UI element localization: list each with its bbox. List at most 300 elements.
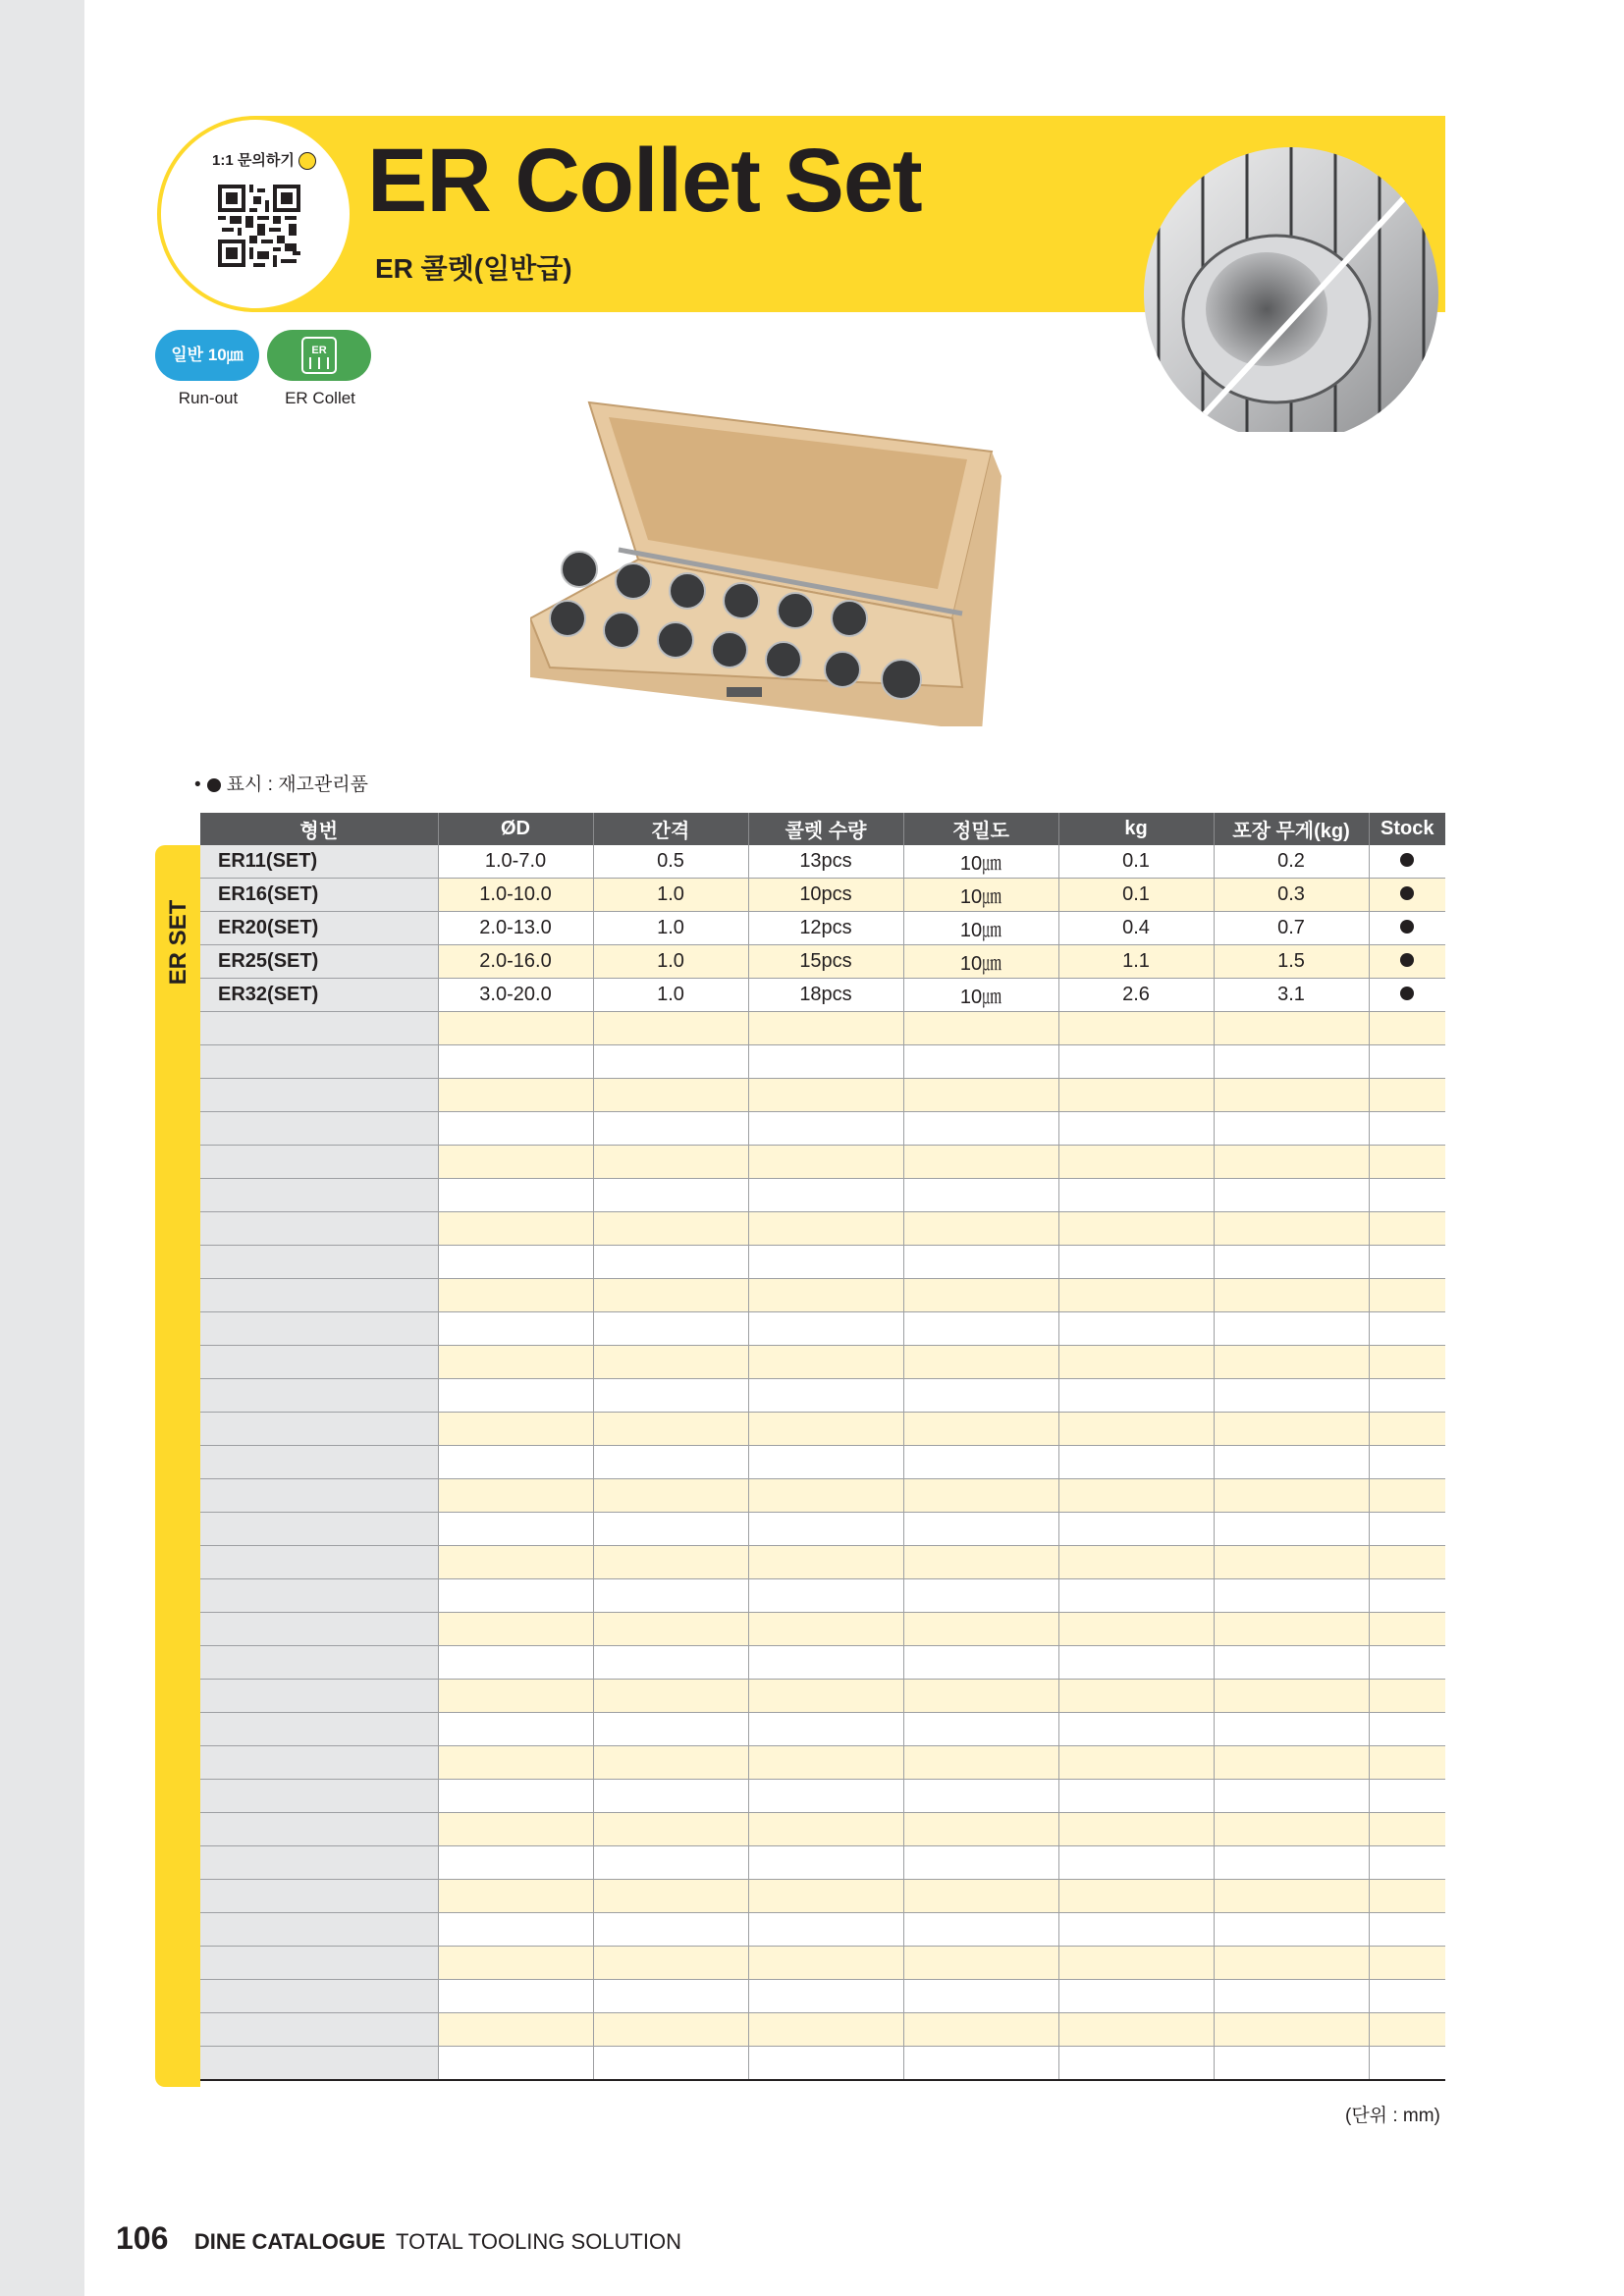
cell-precision: [903, 1045, 1058, 1079]
cell-precision: [903, 1579, 1058, 1613]
cell-qty: 15pcs: [748, 945, 903, 979]
cell-stock: [1369, 1079, 1445, 1112]
cell-pack-weight: [1214, 1413, 1369, 1446]
cell-pack-weight: [1214, 1780, 1369, 1813]
cell-qty: [748, 2047, 903, 2081]
page-side-strip: [0, 0, 84, 2296]
cell-kg: [1058, 1579, 1214, 1613]
cell-kg: [1058, 1813, 1214, 1846]
cell-pack-weight: [1214, 1246, 1369, 1279]
cell-od: 1.0-7.0: [438, 845, 593, 879]
cell-model: [200, 1312, 438, 1346]
table-row-empty: [200, 1079, 1445, 1112]
cell-precision: [903, 1112, 1058, 1146]
cell-stock: [1369, 1680, 1445, 1713]
cell-qty: [748, 1179, 903, 1212]
table-row-empty: [200, 1012, 1445, 1045]
er-collet-label: ER Collet: [285, 389, 355, 407]
cell-od: [438, 1846, 593, 1880]
cell-precision: [903, 1880, 1058, 1913]
cell-model: [200, 1045, 438, 1079]
cell-stock: [1369, 1012, 1445, 1045]
cell-pack-weight: [1214, 1479, 1369, 1513]
cell-pack-weight: [1214, 1646, 1369, 1680]
er-collet-icon: [267, 330, 371, 381]
page-title: ER Collet Set: [367, 131, 922, 231]
table-row-empty: [200, 1112, 1445, 1146]
stock-dot-icon: [207, 778, 221, 792]
cell-step: [593, 1246, 748, 1279]
cell-kg: [1058, 1045, 1214, 1079]
cell-precision: [903, 1947, 1058, 1980]
cell-qty: [748, 1746, 903, 1780]
cell-step: [593, 1179, 748, 1212]
cell-pack-weight: [1214, 1079, 1369, 1112]
cell-step: [593, 1346, 748, 1379]
cell-kg: [1058, 1079, 1214, 1112]
cell-model: [200, 1780, 438, 1813]
cell-qty: [748, 1613, 903, 1646]
cell-pack-weight: [1214, 2013, 1369, 2047]
cell-qty: [748, 1546, 903, 1579]
cell-qty: [748, 1045, 903, 1079]
cell-qty: [748, 1813, 903, 1846]
cell-model: [200, 1346, 438, 1379]
cell-model: [200, 1513, 438, 1546]
cell-stock: [1369, 1446, 1445, 1479]
cell-precision: [903, 1246, 1058, 1279]
cell-kg: [1058, 1012, 1214, 1045]
cell-od: 1.0-10.0: [438, 879, 593, 912]
cell-model: [200, 1379, 438, 1413]
cell-kg: [1058, 1746, 1214, 1780]
table-row-empty: [200, 1746, 1445, 1780]
stock-dot-icon: [1400, 886, 1414, 900]
cell-qty: [748, 1579, 903, 1613]
cell-model: [200, 1813, 438, 1846]
cell-kg: [1058, 2013, 1214, 2047]
cell-precision: [903, 1312, 1058, 1346]
cell-pack-weight: [1214, 1179, 1369, 1212]
collet-closeup-image: [1129, 137, 1453, 432]
cell-pack-weight: [1214, 1546, 1369, 1579]
cell-pack-weight: [1214, 1045, 1369, 1079]
cell-kg: [1058, 1479, 1214, 1513]
cell-stock: [1369, 1980, 1445, 2013]
cell-kg: [1058, 1713, 1214, 1746]
cell-precision: [903, 1146, 1058, 1179]
cell-qty: [748, 1413, 903, 1446]
cell-precision: [903, 1346, 1058, 1379]
cell-kg: [1058, 1413, 1214, 1446]
cell-stock: [1369, 979, 1445, 1012]
cell-model: [200, 1212, 438, 1246]
cell-qty: [748, 1880, 903, 1913]
table-row-empty: [200, 1613, 1445, 1646]
cell-kg: [1058, 1279, 1214, 1312]
table-row-empty: [200, 1713, 1445, 1746]
cell-precision: [903, 1913, 1058, 1947]
cell-od: [438, 1413, 593, 1446]
cell-precision: [903, 1546, 1058, 1579]
cell-model: [200, 2047, 438, 2081]
cell-model: ER16(SET): [200, 879, 438, 912]
cell-od: [438, 1947, 593, 1980]
cell-pack-weight: [1214, 1846, 1369, 1880]
cell-qty: [748, 1947, 903, 1980]
cell-od: [438, 1012, 593, 1045]
cell-step: [593, 1212, 748, 1246]
cell-od: [438, 1079, 593, 1112]
cell-step: 1.0: [593, 879, 748, 912]
cell-precision: [903, 2047, 1058, 2081]
cell-od: [438, 1513, 593, 1546]
cell-precision: [903, 1680, 1058, 1713]
footer-brand: DINE CATALOGUE: [193, 2229, 386, 2254]
cell-kg: 0.4: [1058, 912, 1214, 945]
cell-kg: [1058, 1913, 1214, 1947]
table-row: [200, 845, 1445, 879]
table-row-empty: [200, 1880, 1445, 1913]
cell-model: [200, 1846, 438, 1880]
cell-model: [200, 1179, 438, 1212]
cell-kg: [1058, 1312, 1214, 1346]
table-row-empty: [200, 1279, 1445, 1312]
cell-precision: [903, 1980, 1058, 2013]
cell-step: [593, 1379, 748, 1413]
cell-od: [438, 1279, 593, 1312]
cell-stock: [1369, 1146, 1445, 1179]
cell-step: [593, 1012, 748, 1045]
cell-stock: [1369, 1346, 1445, 1379]
cell-pack-weight: [1214, 1813, 1369, 1846]
page-subtitle: ER 콜렛(일반급): [375, 253, 572, 284]
cell-precision: [903, 1613, 1058, 1646]
cell-stock: [1369, 1513, 1445, 1546]
cell-qty: [748, 1646, 903, 1680]
cell-step: [593, 1579, 748, 1613]
cell-stock: [1369, 1846, 1445, 1880]
table-row-empty: [200, 1546, 1445, 1579]
cell-model: [200, 1279, 438, 1312]
spec-table: [200, 813, 1445, 2081]
col-header-od: ØD: [438, 813, 593, 845]
cell-precision: 10㎛: [903, 845, 1058, 879]
cell-od: [438, 1446, 593, 1479]
table-row-empty: [200, 2047, 1445, 2081]
cell-step: [593, 2047, 748, 2081]
cell-qty: [748, 2013, 903, 2047]
cell-step: [593, 1913, 748, 1947]
cell-pack-weight: 0.2: [1214, 845, 1369, 879]
cell-stock: [1369, 1312, 1445, 1346]
cell-step: [593, 1813, 748, 1846]
table-row-empty: [200, 1947, 1445, 1980]
cell-precision: [903, 1746, 1058, 1780]
cell-od: [438, 1713, 593, 1746]
er-set-side-tab: [155, 845, 200, 2087]
cell-qty: [748, 1479, 903, 1513]
cell-kg: [1058, 1112, 1214, 1146]
col-header-model: 형번: [200, 813, 438, 845]
cell-kg: [1058, 2047, 1214, 2081]
cell-stock: [1369, 945, 1445, 979]
table-row-empty: [200, 1446, 1445, 1479]
cell-od: [438, 1045, 593, 1079]
cell-stock: [1369, 1546, 1445, 1579]
cell-qty: [748, 1846, 903, 1880]
cell-stock: [1369, 2047, 1445, 2081]
cell-precision: [903, 1780, 1058, 1813]
cell-kg: [1058, 1212, 1214, 1246]
table-row-empty: [200, 1780, 1445, 1813]
cell-model: [200, 1880, 438, 1913]
cell-precision: [903, 2013, 1058, 2047]
cell-qty: [748, 1446, 903, 1479]
cell-pack-weight: [1214, 1346, 1369, 1379]
cell-qty: [748, 1012, 903, 1045]
cell-od: [438, 1646, 593, 1680]
cell-od: [438, 1913, 593, 1947]
cell-stock: [1369, 1880, 1445, 1913]
cell-pack-weight: [1214, 1146, 1369, 1179]
cell-stock: [1369, 1579, 1445, 1613]
cell-model: [200, 1680, 438, 1713]
cell-stock: [1369, 1780, 1445, 1813]
cell-stock: [1369, 1479, 1445, 1513]
unit-note: (단위 : mm): [1345, 2106, 1440, 2126]
table-row-empty: [200, 1813, 1445, 1846]
cell-pack-weight: [1214, 1913, 1369, 1947]
cell-od: [438, 1212, 593, 1246]
cell-model: [200, 1646, 438, 1680]
cell-qty: [748, 1913, 903, 1947]
cell-qty: [748, 1146, 903, 1179]
table-row-empty: [200, 1846, 1445, 1880]
cell-qty: [748, 1246, 903, 1279]
cell-step: [593, 1646, 748, 1680]
cell-pack-weight: 3.1: [1214, 979, 1369, 1012]
cell-qty: [748, 1279, 903, 1312]
cell-stock: [1369, 1713, 1445, 1746]
cell-model: ER25(SET): [200, 945, 438, 979]
cell-pack-weight: [1214, 1379, 1369, 1413]
cell-step: [593, 1713, 748, 1746]
cell-model: [200, 1146, 438, 1179]
cell-step: [593, 1546, 748, 1579]
cell-precision: [903, 1713, 1058, 1746]
cell-step: 1.0: [593, 912, 748, 945]
cell-qty: [748, 1346, 903, 1379]
cell-stock: [1369, 1379, 1445, 1413]
cell-kg: [1058, 1947, 1214, 1980]
col-header-qty: 콜렛 수량: [748, 813, 903, 845]
cell-step: [593, 1980, 748, 2013]
cell-qty: [748, 1980, 903, 2013]
table-row-empty: [200, 1179, 1445, 1212]
cell-kg: 1.1: [1058, 945, 1214, 979]
cell-kg: [1058, 1646, 1214, 1680]
cell-qty: [748, 1112, 903, 1146]
cell-pack-weight: [1214, 1312, 1369, 1346]
cell-od: [438, 1746, 593, 1780]
cell-precision: [903, 1079, 1058, 1112]
cell-pack-weight: 0.3: [1214, 879, 1369, 912]
cell-model: [200, 1613, 438, 1646]
cell-model: ER32(SET): [200, 979, 438, 1012]
cell-pack-weight: [1214, 1680, 1369, 1713]
cell-pack-weight: [1214, 1613, 1369, 1646]
stock-dot-icon: [1400, 987, 1414, 1000]
qr-code-icon[interactable]: [218, 185, 300, 267]
table-row: [200, 979, 1445, 1012]
table-row-empty: [200, 1346, 1445, 1379]
cell-qty: [748, 1513, 903, 1546]
table-row-empty: [200, 1913, 1445, 1947]
cell-precision: [903, 1379, 1058, 1413]
cell-model: [200, 1079, 438, 1112]
cell-od: 2.0-13.0: [438, 912, 593, 945]
table-header-row: [200, 813, 1445, 845]
cell-precision: [903, 1479, 1058, 1513]
cell-precision: 10㎛: [903, 879, 1058, 912]
table-row-empty: [200, 1413, 1445, 1446]
cell-precision: 10㎛: [903, 945, 1058, 979]
cell-od: [438, 1479, 593, 1513]
cell-stock: [1369, 1112, 1445, 1146]
cell-stock: [1369, 1179, 1445, 1212]
cell-model: [200, 1579, 438, 1613]
cell-od: [438, 1880, 593, 1913]
cell-kg: 2.6: [1058, 979, 1214, 1012]
cell-step: [593, 1680, 748, 1713]
cell-od: [438, 2047, 593, 2081]
col-header-step: 간격: [593, 813, 748, 845]
cell-step: [593, 1780, 748, 1813]
cell-step: 1.0: [593, 945, 748, 979]
cell-pack-weight: [1214, 1579, 1369, 1613]
cell-pack-weight: [1214, 1980, 1369, 2013]
cell-step: [593, 1613, 748, 1646]
cell-precision: [903, 1813, 1058, 1846]
cell-od: [438, 1613, 593, 1646]
table-row-empty: [200, 2013, 1445, 2047]
cell-od: [438, 1379, 593, 1413]
stock-dot-icon: [1400, 920, 1414, 934]
cell-step: [593, 1112, 748, 1146]
cell-od: [438, 1312, 593, 1346]
cell-stock: [1369, 1613, 1445, 1646]
table-row-empty: [200, 1212, 1445, 1246]
cell-model: [200, 1012, 438, 1045]
cell-od: [438, 1246, 593, 1279]
cell-qty: [748, 1379, 903, 1413]
er-collet-badge: [267, 330, 371, 381]
cell-pack-weight: [1214, 1713, 1369, 1746]
cell-qty: [748, 1780, 903, 1813]
cell-precision: [903, 1179, 1058, 1212]
cell-od: 2.0-16.0: [438, 945, 593, 979]
cell-step: [593, 1947, 748, 1980]
cell-stock: [1369, 1279, 1445, 1312]
cell-kg: 0.1: [1058, 845, 1214, 879]
table-row-empty: [200, 1579, 1445, 1613]
cell-model: [200, 1413, 438, 1446]
cell-step: [593, 1146, 748, 1179]
cell-kg: [1058, 1780, 1214, 1813]
col-header-stock: Stock: [1369, 813, 1445, 845]
table-row-empty: [200, 1479, 1445, 1513]
cell-stock: [1369, 1947, 1445, 1980]
cell-step: [593, 1079, 748, 1112]
er-icon-text: ER: [311, 345, 327, 356]
cell-pack-weight: [1214, 1012, 1369, 1045]
cell-od: [438, 1112, 593, 1146]
cell-precision: [903, 1646, 1058, 1680]
cell-stock: [1369, 845, 1445, 879]
cell-pack-weight: [1214, 1947, 1369, 1980]
cell-od: [438, 1579, 593, 1613]
cell-qty: [748, 1312, 903, 1346]
cell-qty: [748, 1079, 903, 1112]
cell-stock: [1369, 1212, 1445, 1246]
cell-precision: [903, 1513, 1058, 1546]
table-row-empty: [200, 1680, 1445, 1713]
cell-kg: [1058, 1446, 1214, 1479]
cell-qty: 10pcs: [748, 879, 903, 912]
cell-kg: [1058, 1146, 1214, 1179]
cell-stock: [1369, 1913, 1445, 1947]
cell-od: [438, 1146, 593, 1179]
chat-icon: [298, 152, 316, 170]
table-row-empty: [200, 1513, 1445, 1546]
cell-precision: [903, 1446, 1058, 1479]
cell-od: [438, 1980, 593, 2013]
cell-precision: [903, 1413, 1058, 1446]
cell-model: [200, 1112, 438, 1146]
cell-precision: [903, 1279, 1058, 1312]
cell-kg: [1058, 1880, 1214, 1913]
stock-legend: • 표시 : 재고관리품: [194, 774, 368, 795]
table-row-empty: [200, 1246, 1445, 1279]
cell-qty: [748, 1680, 903, 1713]
cell-step: [593, 1746, 748, 1780]
cell-stock: [1369, 1646, 1445, 1680]
cell-od: [438, 1780, 593, 1813]
cell-model: [200, 1746, 438, 1780]
cell-precision: 10㎛: [903, 912, 1058, 945]
cell-qty: [748, 1212, 903, 1246]
table-row-empty: [200, 1646, 1445, 1680]
cell-step: [593, 1880, 748, 1913]
page-footer: [116, 2220, 681, 2257]
cell-step: [593, 1846, 748, 1880]
cell-model: [200, 2013, 438, 2047]
cell-precision: [903, 1012, 1058, 1045]
table-row: [200, 879, 1445, 912]
product-image: [530, 393, 1005, 726]
cell-od: [438, 2013, 593, 2047]
qr-caption: 1:1 문의하기: [212, 149, 316, 170]
table-row: [200, 945, 1445, 979]
cell-model: [200, 1446, 438, 1479]
cell-pack-weight: [1214, 2047, 1369, 2081]
cell-step: [593, 1413, 748, 1446]
cell-step: [593, 1479, 748, 1513]
cell-pack-weight: [1214, 1880, 1369, 1913]
table-row-empty: [200, 1379, 1445, 1413]
cell-kg: [1058, 1346, 1214, 1379]
